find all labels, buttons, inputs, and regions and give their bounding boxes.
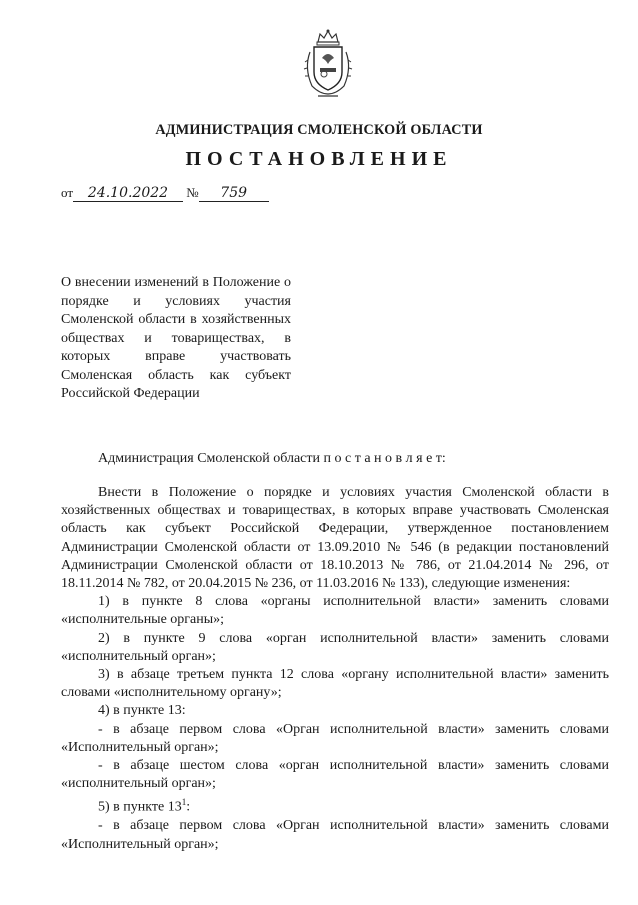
organization-title: АДМИНИСТРАЦИЯ СМОЛЕНСКОЙ ОБЛАСТИ bbox=[155, 122, 483, 138]
list-item-4a: - в абзаце первом слова «Орган исполнительной власти» заменить словами «Исполнительный орган»; bbox=[61, 721, 609, 755]
list-item-5a: - в абзаце первом слова «Орган исполнительной власти» заменить словами «Исполнительный орган»; bbox=[61, 818, 609, 852]
list-item-3: 3) в абзаце третьем пункта 12 слова «органу исполнительной власти» заменить словами «исполнительному органу»; bbox=[61, 667, 609, 701]
date-number-line bbox=[61, 185, 269, 202]
document-type-title: ПОСТАНОВЛЕНИЕ bbox=[185, 148, 453, 170]
list-item-4: 4) в пункте 13: bbox=[98, 703, 186, 719]
paragraph-main: Внести в Положение о порядке и условиях участия Смоленской области в хозяйственных обществах и товариществах, в которых вправе участвовать Смоленская область как субъект Российской Федерации, утвержденное постановлением Администрации Смоленской области от 13.09.2010 № 546 (в редакции постановлений Администрации Смоленской области от 18.10.2013 № 786, от 21.04.2014 № 296, от 18.11.2014 № 782, от 20.04.2015 № 236, от 11.03.2016 № 133), следующие изменения: bbox=[61, 485, 609, 592]
list-item-2: 2) в пункте 9 слова «орган исполнительной власти» заменить словами «исполнительный орган»; bbox=[61, 630, 609, 664]
list-item-4b: - в абзаце шестом слова «орган исполнительной власти» заменить словами «исполнительный орган»; bbox=[61, 758, 609, 792]
number-prefix: № bbox=[186, 185, 199, 200]
resolution-intro: Администрация Смоленской области п о с т а н о в л я е т: bbox=[98, 451, 446, 466]
list-item-5-superscript: 1 bbox=[181, 797, 187, 808]
list-item-5 bbox=[61, 793, 609, 817]
handwritten-number: 759 bbox=[199, 185, 269, 202]
coat-of-arms-emblem bbox=[300, 28, 356, 100]
handwritten-date: 24.10.2022 bbox=[73, 185, 183, 202]
list-item-1: 1) в пункте 8 слова «органы исполнительной власти» заменить словами «исполнительные органы»; bbox=[61, 594, 609, 628]
list-item-5-suffix: : bbox=[186, 800, 191, 816]
date-prefix: от bbox=[61, 185, 74, 200]
list-item-5-prefix: 5) в пункте 13 bbox=[98, 800, 182, 816]
document-body bbox=[61, 484, 609, 854]
subject-text: О внесении изменений в Положение о порядке и условиях участия Смоленской области в хозяйственных обществах и товариществах, в которых вправе участвовать Смоленская область как субъект Российской Федерации bbox=[61, 275, 291, 401]
document-subject bbox=[61, 274, 291, 404]
